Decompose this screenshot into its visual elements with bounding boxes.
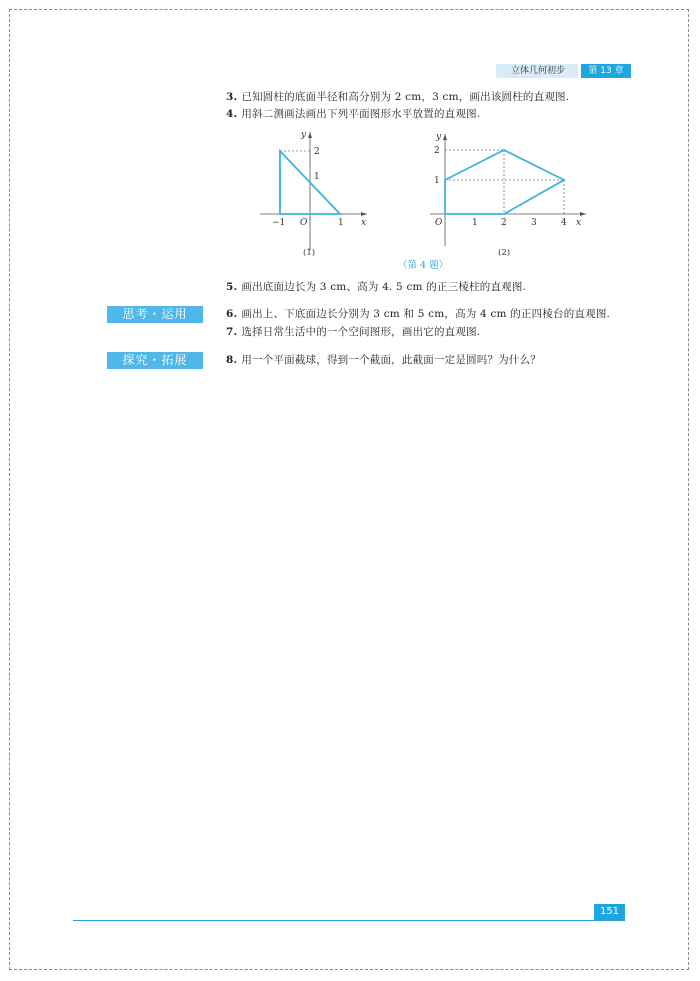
problem-5 xyxy=(226,280,526,294)
origin-label: O xyxy=(300,218,308,228)
problem-text: 已知圆柱的底面半径和高分别为 2 cm，3 cm，画出该圆柱的直观图. xyxy=(241,91,570,103)
figure-1-label: (1) xyxy=(303,248,316,258)
y-axis-label: y xyxy=(301,130,307,140)
y-tick-1: 1 xyxy=(434,176,440,186)
problem-number: 4. xyxy=(226,108,238,120)
section-label-explore-extend: 探究・拓展 xyxy=(107,352,203,369)
problem-8 xyxy=(226,353,541,367)
origin-label: O xyxy=(435,218,443,228)
y-tick-1: 1 xyxy=(314,172,320,182)
x-tick-1: 1 xyxy=(338,218,344,228)
problem-6 xyxy=(226,307,610,321)
x-axis-arrow-icon xyxy=(580,212,586,216)
problem-number: 6. xyxy=(226,308,238,320)
footer-rule xyxy=(73,920,625,921)
problem-4 xyxy=(226,107,480,121)
problem-7 xyxy=(226,325,480,339)
pentagon-shape xyxy=(445,150,564,214)
y-axis-arrow-icon xyxy=(443,134,447,140)
y-axis-label: y xyxy=(436,132,442,142)
page-number: 151 xyxy=(594,904,625,920)
figure-2-label: (2) xyxy=(498,248,511,258)
running-header xyxy=(496,64,631,78)
figure-2 xyxy=(428,128,598,258)
x-axis-label: x xyxy=(576,218,582,228)
problem-text: 画出上、下底面边长分别为 3 cm 和 5 cm，高为 4 cm 的正四棱台的直观图. xyxy=(241,308,611,320)
x-tick-neg1: −1 xyxy=(272,218,286,228)
problem-text: 选择日常生活中的一个空间图形，画出它的直观图. xyxy=(241,326,481,338)
problem-number: 5. xyxy=(226,281,238,293)
header-topic: 立体几何初步 xyxy=(496,64,578,78)
section-label-think-apply: 思考・运用 xyxy=(107,306,203,323)
x-axis-arrow-icon xyxy=(361,212,367,216)
problem-number: 8. xyxy=(226,354,238,366)
problem-text: 画出底面边长为 3 cm、高为 4. 5 cm 的正三棱柱的直观图. xyxy=(241,281,527,293)
figure-1 xyxy=(255,128,370,258)
x-tick-3: 3 xyxy=(531,218,537,228)
y-tick-2: 2 xyxy=(314,147,320,157)
figure-caption: （第 4 题） xyxy=(398,260,449,271)
x-tick-1: 1 xyxy=(472,218,478,228)
x-axis-label: x xyxy=(361,218,367,228)
problem-text: 用斜二测画法画出下列平面图形水平放置的直观图. xyxy=(241,108,481,120)
problem-number: 7. xyxy=(226,326,238,338)
x-tick-4: 4 xyxy=(561,218,567,228)
x-tick-2: 2 xyxy=(501,218,507,228)
problem-3 xyxy=(226,90,569,104)
header-chapter: 第 13 章 xyxy=(581,64,631,78)
y-axis-arrow-icon xyxy=(308,132,312,138)
problem-number: 3. xyxy=(226,91,238,103)
y-tick-2: 2 xyxy=(434,146,440,156)
problem-text: 用一个平面截球，得到一个截面，此截面一定是圆吗？为什么？ xyxy=(241,354,541,366)
